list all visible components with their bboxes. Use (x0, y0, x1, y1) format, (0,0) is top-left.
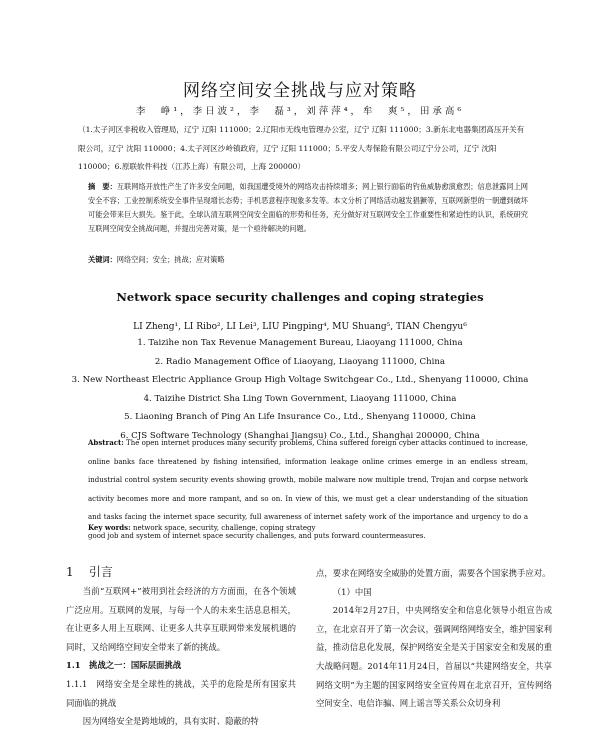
authors-cn: 李 峥¹，李日波²，李 磊³，刘萍萍⁴，牟 爽⁵，田承高⁶ (135, 106, 465, 117)
section-1-title: 引言 (88, 565, 113, 579)
authors-en: LI Zheng¹, LI Ribo², LI Lei³, LIU Pingping⁴, MU Shuang⁵, TIAN Chengyu⁶ (133, 322, 467, 332)
keywords-cn-label: 关键词： (88, 255, 117, 264)
keywords-cn (88, 255, 528, 265)
right-paragraph-2: 2014年2月27日，中央网络安全和信息化领导小组宣告成立，在北京召开了第一次会议，强调网络网络安全，维护国家利益，推动信息化发展，保护网络安全是关于国家安全和发展的重大战略问题。2014年11月24日，首届以“共建网络安全，共享网络文明”为主题的国家网络安全宣传周在北京召开，宣传网络空间安全、电信诈骗、网上谣言等关系公众切身利 (316, 605, 552, 709)
affiliation-en-3: 3. New Northeast Electric Appliance Group High Voltage Switchgear Co., Ltd., Shenyang 110000, China (71, 375, 529, 385)
abstract-cn (88, 180, 528, 236)
affiliation-en-6: 6. CJS Software Technology (Shanghai Jiangsu) Co., Ltd., Shanghai 200000, China (120, 430, 480, 441)
right-paragraph-1: 点，要求在网络安全威胁的处置方面，需要各个国家携手应对。 (316, 568, 551, 578)
keywords-cn-text: 网络空间；安全；挑战；应对策略 (116, 255, 225, 264)
abstract-cn-text: 互联网络开放性产生了许多安全问题，如我国遭受境外的网络攻击持续增多；网上银行面临的钓鱼威胁愈演愈烈；信息泄露同上网安全不容；工业控制系统安全事件呈现增长态势；手机恶意程序现象多发等。本文分析了网络活动越发猖獗等，互联网新型的一朝遭到破坏可能会带来巨大损失。鉴于此，全球认清互联网空间安全面临的形势和任务，充分做好对互联网安全工作重要性和紧迫性的认识，系统研究互联网空间安全挑战问题，并提出完善对策，是一个亟待解决的问题。 (88, 182, 528, 233)
right-column (316, 564, 552, 713)
abstract-en-text: The open internet produces many security problems, China suffered foreign cyber attacks continued to increase, online banks face threatened by fishing intensified, information leakage online crimes emerge in an endless stream, industrial control system security events showing growth, mobile malware now multiple trend, Trojan and corpse network activity becomes more and more rampant, and so on. In view of this, we must get a clear understanding of the situation and tasks facing the internet space security, full awareness of internet safety work of the importance and urgency to do a good job and system of internet space security challenges, and puts forward countermeasures. (88, 439, 528, 540)
left-column (66, 562, 296, 731)
right-subheading-china: （1）中国 (332, 586, 372, 597)
affiliation-en-2: 2. Radio Management Office of Liaoyang, Liaoyang 111000, China (154, 356, 446, 367)
abstract-cn-label: 摘 要： (88, 182, 117, 191)
affiliation-en-5: 5. Liaoning Branch of Ping An Life Insurance Co., Ltd., Shenyang 110000, China (124, 412, 476, 422)
paper-title-cn: 网络空间安全挑战与应对策略 (183, 81, 417, 101)
intro-paragraph: 当前“互联网+”被用到社会经济的方方面面，在各个领域广泛应用。互联网的发展，与每一个人的未来生活息息相关，在让更多人用上互联网、让更多人共享互联网带来发展机遇的同时，又给网络空间安全带来了新的挑战。 (66, 586, 296, 652)
keywords-en-label: Key words: (88, 523, 131, 532)
keywords-en-text: network space, security, challenge, coping strategy (132, 524, 316, 532)
keywords-en (88, 523, 528, 532)
paper-title-en: Network space security challenges and coping strategies (116, 290, 484, 304)
affiliations-en (40, 334, 560, 445)
subsection-1-1-1: 1.1.1 网络安全是全球性的挑战，关乎的危险是所有国家共同面临的挑战 (66, 678, 296, 708)
affiliation-en-4: 4. Taizihe District Sha Ling Town Government, Liaoyang 111000, China (143, 393, 457, 404)
left-paragraph-2: 因为网络安全是跨地域的，具有实时、隐蔽的特 (82, 716, 259, 727)
subsection-1-1: 1.1 挑战之一：国际层面挑战 (66, 660, 182, 671)
affiliation-en-1: 1. Taizihe non Tax Revenue Management Bureau, Liaoyang 111000, China (137, 338, 463, 348)
abstract-en-label: Abstract: (88, 438, 124, 447)
section-1-heading (66, 562, 296, 582)
affiliations-cn: （1.太子河区非税收入管理局，辽宁 辽阳 111000；2.辽阳市无线电管理办公室，辽宁 辽阳 111000；3.新东北电器集团高压开关有限公司，辽宁 沈阳 110000；4.太子河区沙岭镇政府，辽宁 辽阳 111000；5.平安人寿保险有限公司辽宁分公司，辽宁 沈阳 110000；6.原联软件科技（江苏上海）有限公司，上海 200000） (78, 125, 525, 171)
section-1-number: 1 (66, 565, 74, 579)
